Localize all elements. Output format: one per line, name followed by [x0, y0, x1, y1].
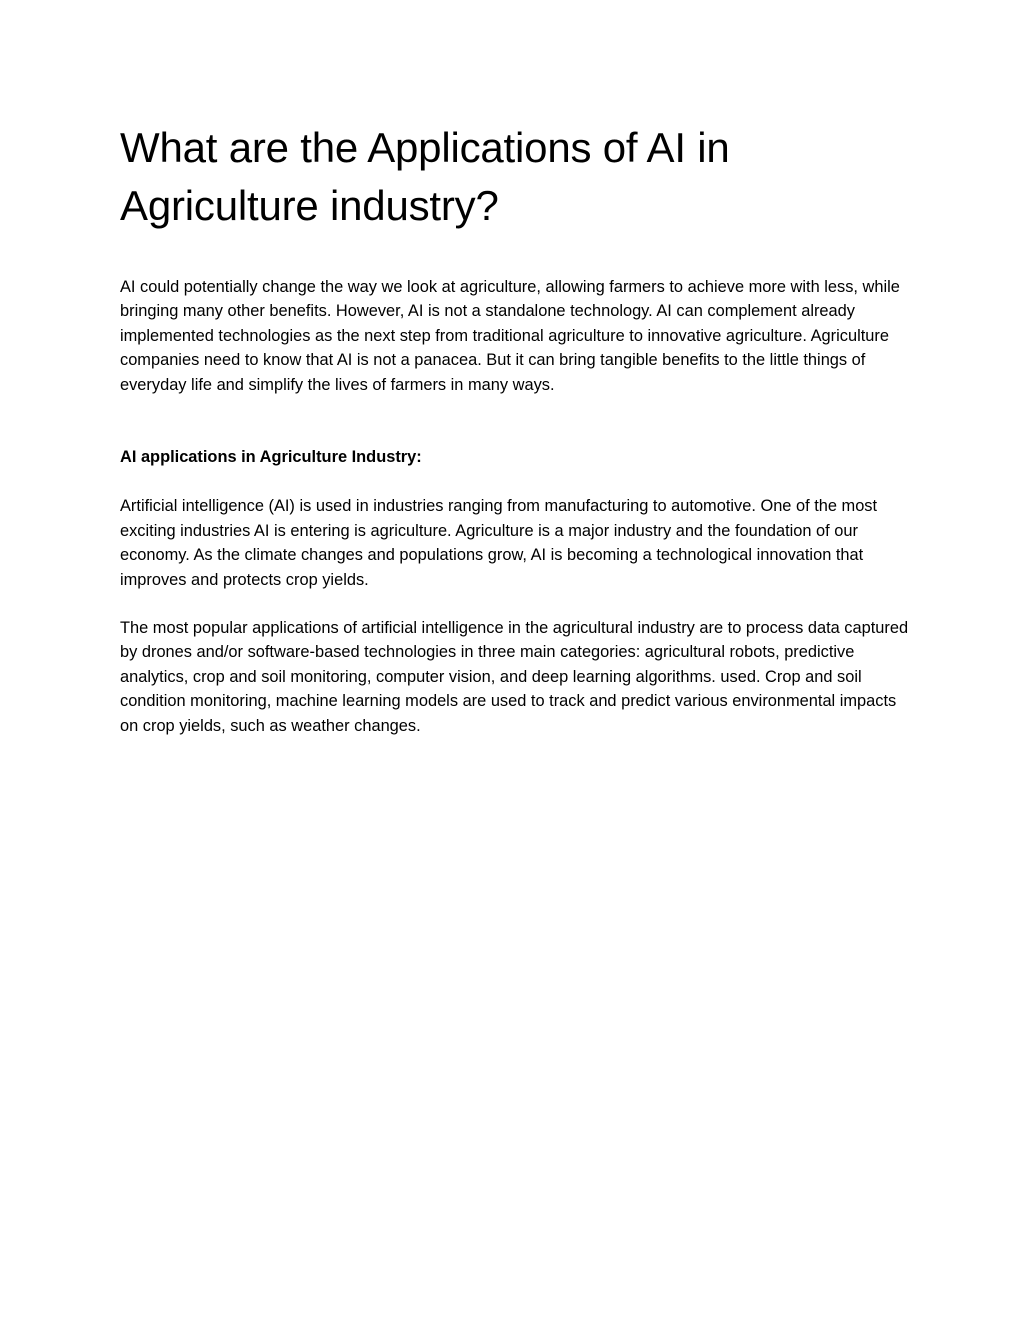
body-paragraph: Artificial intelligence (AI) is used in industries ranging from manufacturing to automotive. One of the most exciting industries AI is entering is agriculture. Agriculture is a major industry and the foundation of our economy. As the climate changes and populations grow, AI is becoming a technological innovation that improves and protects crop yields. [120, 497, 878, 589]
body-paragraph: The most popular applications of artificial intelligence in the agricultural industry are to process data captured by drones and/or software-based technologies in three main categories: agricultural robots, predictive analytics, crop and soil monitoring, computer vision, and deep learning algorithms. used. Crop and soil condition monitoring, machine learning models are used to track and predict various environmental impacts on crop yields, such as weather changes. [120, 619, 909, 735]
document-body [120, 119, 910, 738]
page-title: What are the Applications of AI in Agriculture industry? [120, 124, 730, 229]
section-heading: AI applications in Agriculture Industry: [120, 448, 422, 467]
intro-paragraph: AI could potentially change the way we look at agriculture, allowing farmers to achieve more with less, while bringing many other benefits. However, AI is not a standalone technology. AI can complement already implemented technologies as the next step from traditional agriculture to innovative agriculture. Agriculture companies need to know that AI is not a panacea. But it can bring tangible benefits to the little things of everyday life and simplify the lives of farmers in many ways. [120, 278, 900, 394]
